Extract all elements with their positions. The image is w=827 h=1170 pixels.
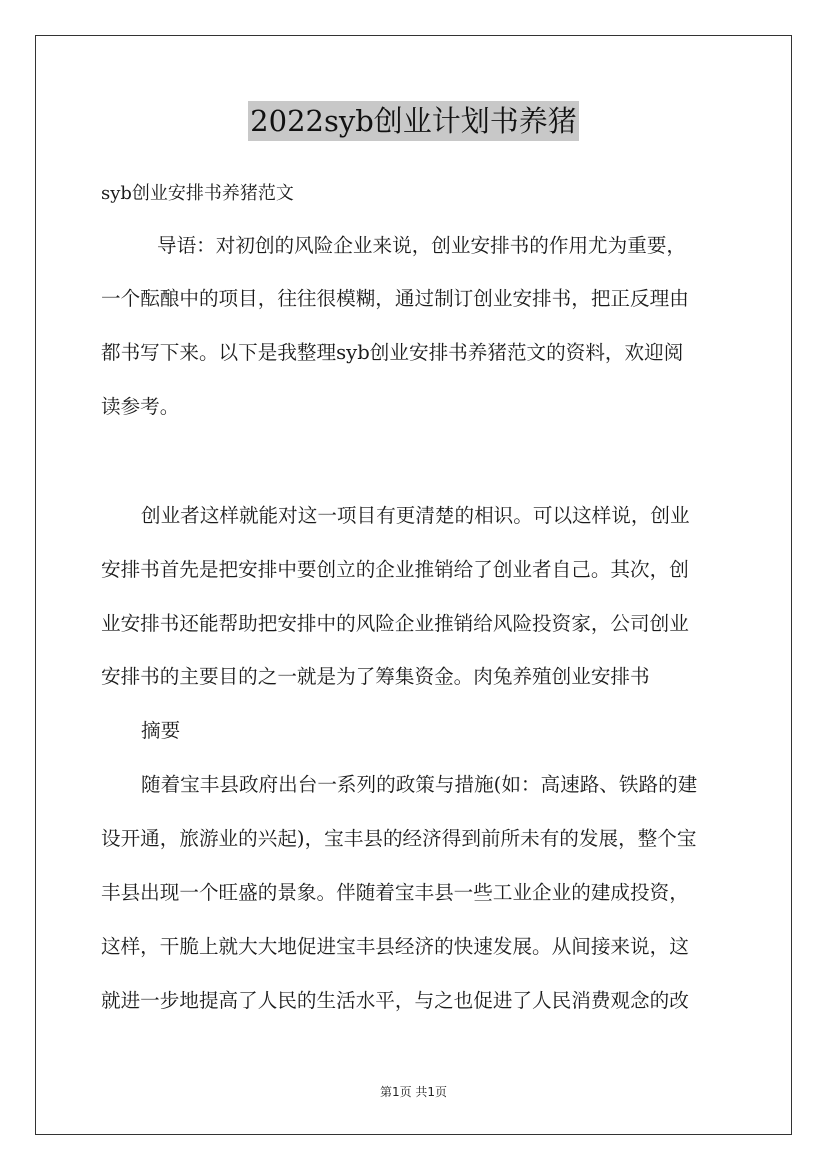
summary-heading: 摘要 (141, 719, 181, 742)
body1-line-2: 安排书首先是把安排中要创立的企业推销给了创业者自己。其次，创 (101, 558, 689, 581)
document-title: 2022syb创业计划书养猪 (248, 101, 579, 141)
body2-line-4: 这样，干脆上就大大地促进宝丰县经济的快速发展。从间接来说，这 (101, 935, 689, 958)
intro-line-1: 导语：对初创的风险企业来说，创业安排书的作用尤为重要， (157, 234, 687, 257)
body2-line-1: 随着宝丰县政府出台一系列的政策与措施(如：高速路、铁路的建 (141, 773, 698, 796)
intro-line-3: 都书写下来。以下是我整理syb创业安排书养猪范文的资料，欢迎阅 (101, 341, 684, 364)
body1-line-3: 业安排书还能帮助把安排中的风险企业推销给风险投资家，公司创业 (101, 612, 689, 635)
body2-line-5: 就进一步地提高了人民的生活水平，与之也促进了人民消费观念的改 (101, 989, 689, 1012)
title-container (0, 101, 827, 141)
page-footer: 第1页 共1页 (379, 1085, 448, 1099)
body1-line-1: 创业者这样就能对这一项目有更清楚的相识。可以这样说，创业 (141, 504, 690, 527)
intro-line-2: 一个酝酿中的项目，往往很模糊，通过制订创业安排书，把正反理由 (101, 287, 689, 310)
intro-line-4: 读参考。 (101, 395, 180, 418)
body2-line-2: 设开通，旅游业的兴起)，宝丰县的经济得到前所未有的发展，整个宝 (101, 827, 697, 850)
body2-line-3: 丰县出现一个旺盛的景象。伴随着宝丰县一些工业企业的建成投资， (101, 881, 689, 904)
document-subtitle: syb创业安排书养猪范文 (101, 183, 294, 204)
body1-line-4: 安排书的主要目的之一就是为了筹集资金。肉兔养殖创业安排书 (101, 665, 650, 688)
